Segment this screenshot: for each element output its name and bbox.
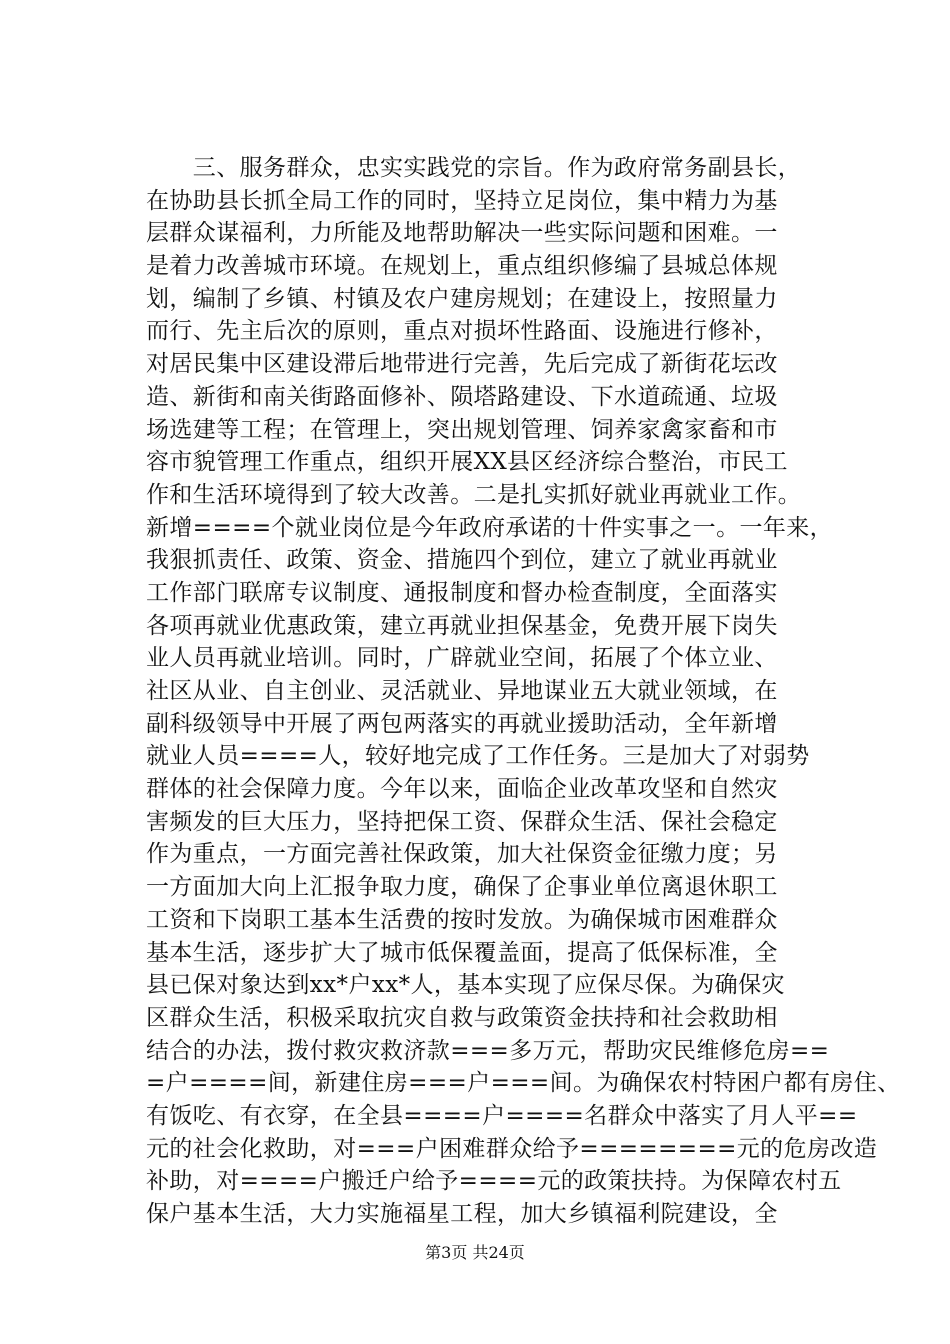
text-line: 作为重点，一方面完善社保政策，加大社保资金征缴力度；另: [146, 841, 778, 868]
text-line: 结合的办法，拨付救灾救济款===多万元，帮助灾民维修危房==: [146, 1037, 830, 1064]
body-paragraph: [146, 152, 901, 1231]
text-line: 场选建等工程；在管理上，突出规划管理、饲养家禽家畜和市: [146, 416, 778, 443]
text-line: 就业人员====人，较好地完成了工作任务。三是加大了对弱势: [146, 743, 810, 770]
text-line: 基本生活，逐步扩大了城市低保覆盖面，提高了低保标准，全: [146, 939, 778, 966]
text-line: 补助，对====户搬迁户给予====元的政策扶持。为保障农村五: [146, 1168, 842, 1195]
page-footer: 第3页 共24页: [425, 1243, 525, 1262]
text-line: 元的社会化救助，对===户困难群众给予========元的危房改造: [146, 1135, 878, 1162]
text-line: 划，编制了乡镇、村镇及农户建房规划；在建设上，按照量力: [146, 285, 778, 312]
text-line: 作和生活环境得到了较大改善。二是扎实抓好就业再就业工作。: [146, 481, 802, 508]
text-line: 副科级领导中开展了两包两落实的再就业援助活动，全年新增: [146, 710, 778, 737]
text-line: 新增====个就业岗位是今年政府承诺的十件实事之一。一年来，: [146, 514, 834, 541]
text-line: 对居民集中区建设滞后地带进行完善，先后完成了新街花坛改: [146, 351, 778, 378]
text-line: 群体的社会保障力度。今年以来，面临企业改革攻坚和自然灾: [146, 776, 778, 803]
text-line: 容市貌管理工作重点，组织开展XX县区经济综合整治，市民工: [146, 449, 788, 476]
text-line: 保户基本生活，大力实施福星工程，加大乡镇福利院建设，全: [146, 1201, 778, 1227]
text-line: 三、服务群众，忠实实践党的宗旨。作为政府常务副县长，: [146, 155, 802, 181]
text-line: =户====间，新建住房===户===间。为确保农村特困户都有房住、: [146, 1070, 901, 1097]
text-line: 各项再就业优惠政策，建立再就业担保基金，免费开展下岗失: [146, 612, 778, 639]
text-line: 在协助县长抓全局工作的同时，坚持立足岗位，集中精力为基: [146, 187, 778, 214]
text-line: 层群众谋福利，力所能及地帮助解决一些实际问题和困难。一: [146, 220, 778, 247]
text-line: 造、新街和南关街路面修补、陨塔路建设、下水道疏通、垃圾: [146, 383, 778, 410]
text-line: 我狠抓责任、政策、资金、措施四个到位，建立了就业再就业: [146, 547, 778, 574]
text-line: 工作部门联席专议制度、通报制度和督办检查制度，全面落实: [146, 579, 778, 606]
text-line: 工资和下岗职工基本生活费的按时发放。为确保城市困难群众: [146, 906, 778, 933]
text-line: 业人员再就业培训。同时，广辟就业空间，拓展了个体立业、: [146, 645, 778, 672]
text-line: 区群众生活，积极采取抗灾自救与政策资金扶持和社会救助相: [146, 1004, 778, 1031]
text-line: 而行、先主后次的原则，重点对损坏性路面、设施进行修补，: [146, 318, 778, 345]
text-line: 有饭吃、有衣穿，在全县====户====名群众中落实了月人平==: [146, 1102, 858, 1129]
text-line: 县已保对象达到xx*户xx*人，基本实现了应保尽保。为确保灾: [146, 972, 785, 999]
text-line: 一方面加大向上汇报争取力度，确保了企事业单位离退休职工: [146, 874, 778, 901]
text-line: 社区从业、自主创业、灵活就业、异地谋业五大就业领域，在: [146, 678, 778, 704]
text-line: 是着力改善城市环境。在规划上，重点组织修编了县城总体规: [146, 253, 778, 280]
text-line: 害频发的巨大压力，坚持把保工资、保群众生活、保社会稳定: [146, 808, 778, 835]
